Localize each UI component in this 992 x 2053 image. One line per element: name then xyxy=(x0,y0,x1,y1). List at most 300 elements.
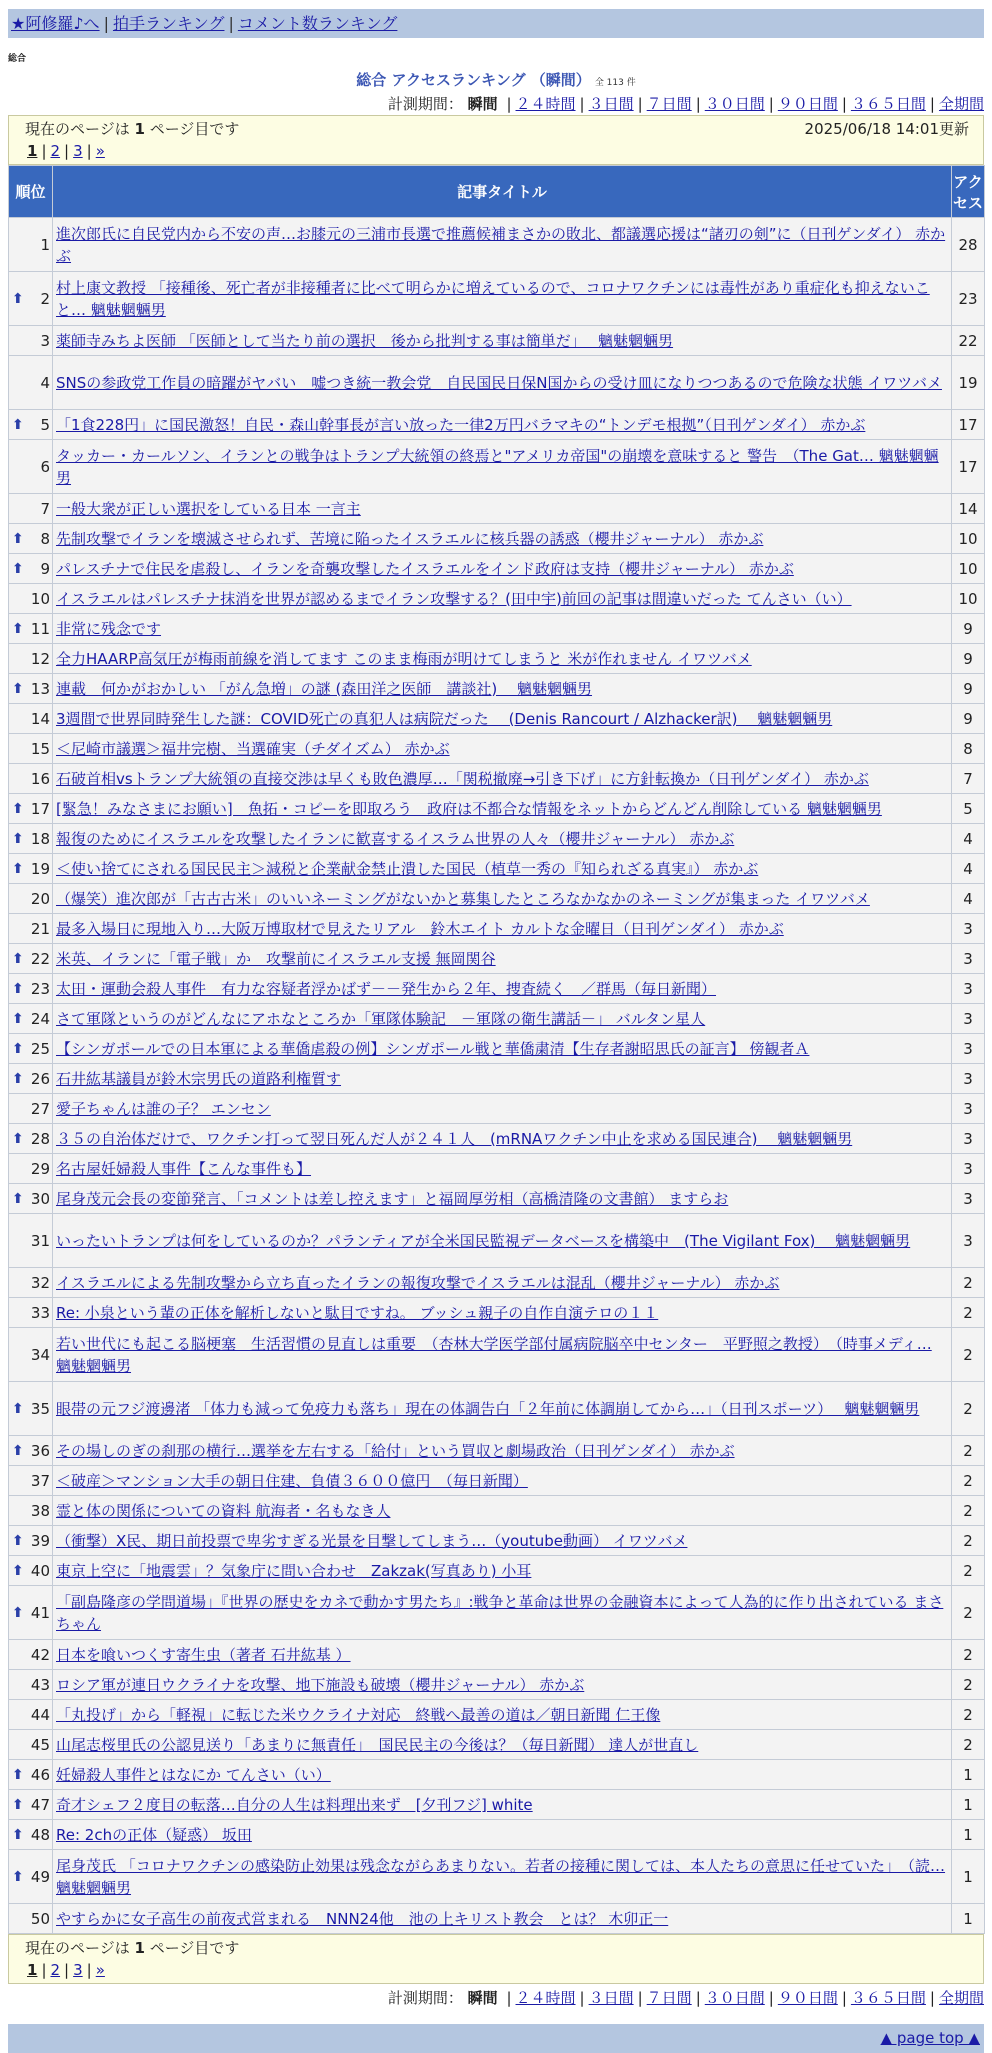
rank-number: 47 xyxy=(30,1795,50,1814)
total-count: 全 113 件 xyxy=(594,78,636,88)
rank-up-arrow-icon: ⬆ xyxy=(12,1010,24,1027)
title-cell xyxy=(53,1904,952,1934)
rank-cell xyxy=(9,356,53,410)
access-count: 2 xyxy=(952,1382,985,1436)
access-count: 9 xyxy=(952,704,985,734)
article-title-link[interactable]: イスラエルはパレスチナ抹消を世界が認めるまでイラン攻撃する？(田中宇)前回の記事は間違いだった てんさい（い） xyxy=(56,589,852,608)
article-title-link[interactable]: 【シンガポールでの日本軍による華僑虐殺の例】シンガポール戦と華僑粛清【生存者謝昭思氏の証言】 傍観者Ａ xyxy=(56,1039,810,1058)
article-title-link[interactable]: 奇才シェフ２度目の転落…自分の人生は料理出来ず [夕刊フジ] white xyxy=(56,1795,533,1814)
table-row xyxy=(9,554,985,584)
rank-number: 45 xyxy=(30,1735,50,1754)
rank-number: 34 xyxy=(30,1345,50,1364)
article-title-link[interactable]: やすらかに女子高生の前夜式営まれる NNN24他 池の上キリスト教会 とは？ 木卯正一 xyxy=(56,1909,669,1928)
access-count: 2 xyxy=(952,1268,985,1298)
access-count: 2 xyxy=(952,1496,985,1526)
table-row xyxy=(9,1328,985,1382)
access-count: 3 xyxy=(952,974,985,1004)
rank-number: 2 xyxy=(40,289,50,308)
rank-cell xyxy=(9,1004,53,1034)
title-cell xyxy=(53,1268,952,1298)
rank-up-arrow-icon: ⬆ xyxy=(12,980,24,997)
access-count: 3 xyxy=(952,1154,985,1184)
access-count: 3 xyxy=(952,1214,985,1268)
rank-number: 44 xyxy=(30,1705,50,1724)
table-row xyxy=(9,644,985,674)
page-current: 1 xyxy=(27,1961,38,1979)
access-count: 3 xyxy=(952,1124,985,1154)
rank-number: 20 xyxy=(30,889,50,908)
title-cell xyxy=(53,974,952,1004)
article-title-link[interactable]: 最多入場日に現地入り…大阪万博取材で見えたリアル 鈴木エイト カルトな金曜日（日刊ゲンダイ） 赤かぶ xyxy=(56,919,784,938)
separator: | xyxy=(86,1961,92,1979)
rank-number: 19 xyxy=(30,859,50,878)
table-row xyxy=(9,1268,985,1298)
period-current: 瞬間 xyxy=(467,95,498,113)
rank-number: 23 xyxy=(30,979,50,998)
access-count: 3 xyxy=(952,1034,985,1064)
access-count: 4 xyxy=(952,884,985,914)
article-title-link[interactable]: 薬師寺みちよ医師 「医師として当たり前の選択 後から批判する事は簡単だ」 魑魅魍魎男 xyxy=(56,331,674,350)
access-count: 8 xyxy=(952,734,985,764)
rank-up-arrow-icon: ⬆ xyxy=(12,1070,24,1087)
table-row xyxy=(9,1820,985,1850)
access-count: 1 xyxy=(952,1904,985,1934)
separator: | xyxy=(103,14,109,33)
rank-cell xyxy=(9,554,53,584)
article-title-link[interactable]: イスラエルによる先制攻撃から立ち直ったイランの報復攻撃でイスラエルは混乱（櫻井ジャーナル） 赤かぶ xyxy=(56,1273,780,1292)
rank-number: 41 xyxy=(30,1603,50,1622)
article-title-link[interactable]: ＜使い捨てにされる国民民主＞減税と企業献金禁止潰した国民（植草一秀の『知られざる真実』） 赤かぶ xyxy=(56,859,759,878)
title-cell xyxy=(53,1004,952,1034)
page-next-link[interactable]: » xyxy=(95,1961,105,1979)
article-title-link[interactable]: （衝撃）X民、期日前投票で卑劣すぎる光景を目撃してしまう…（youtube動画） イワツバメ xyxy=(56,1531,688,1550)
access-count: 2 xyxy=(952,1640,985,1670)
separator: | xyxy=(506,1989,512,2007)
access-count: 3 xyxy=(952,1064,985,1094)
rank-up-arrow-icon: ⬆ xyxy=(12,680,24,697)
period-label: 計測期間： xyxy=(387,95,463,113)
access-count: 10 xyxy=(952,554,985,584)
period-link[interactable]: ３６５日間 xyxy=(850,1989,926,2007)
article-title-link[interactable]: Re: 小泉という輩の正体を解析しないと駄目ですね。 ブッシュ親子の自作自演テロの１１ xyxy=(56,1303,659,1322)
table-row xyxy=(9,1184,985,1214)
rank-number: 24 xyxy=(30,1009,50,1028)
access-count: 4 xyxy=(952,854,985,884)
table-row xyxy=(9,218,985,272)
rank-cell xyxy=(9,1382,53,1436)
table-row xyxy=(9,614,985,644)
rank-number: 17 xyxy=(30,799,50,818)
rank-number: 8 xyxy=(40,529,50,548)
table-row xyxy=(9,1466,985,1496)
title-cell xyxy=(53,272,952,326)
access-count: 3 xyxy=(952,1184,985,1214)
current-page-text: 現在のページは 1 ページ目です xyxy=(25,120,240,138)
table-row xyxy=(9,1496,985,1526)
article-title-link[interactable]: ３５の自治体だけで、ワクチン打って翌日死んだ人が２４１人 (mRNAワクチン中止を求める国民連合) 魑魅魍魎男 xyxy=(56,1129,853,1148)
separator: | xyxy=(41,1961,47,1979)
article-title-link[interactable]: [緊急！みなさまにお願い] 魚拓・コピーを即取ろう 政府は不都合な情報をネットからどんどん削除している 魑魅魍魎男 xyxy=(56,799,882,818)
table-row xyxy=(9,794,985,824)
rank-up-arrow-icon: ⬆ xyxy=(12,1766,24,1783)
rank-cell xyxy=(9,824,53,854)
rank-cell xyxy=(9,704,53,734)
title-cell xyxy=(53,1496,952,1526)
access-count: 28 xyxy=(952,218,985,272)
rank-up-arrow-icon: ⬆ xyxy=(12,290,24,307)
article-title-link[interactable]: 日本を喰いつくす寄生虫（著者 石井紘基 ） xyxy=(56,1645,351,1664)
rank-cell xyxy=(9,1154,53,1184)
rank-cell xyxy=(9,218,53,272)
rank-number: 9 xyxy=(40,559,50,578)
period-link[interactable]: ３日間 xyxy=(588,1989,634,2007)
title-cell xyxy=(53,824,952,854)
article-title-link[interactable]: さて軍隊というのがどんなにアホなところか「軍隊体験記 －軍隊の衛生講話－」 バルタン星人 xyxy=(56,1009,706,1028)
rank-cell xyxy=(9,1730,53,1760)
page-title xyxy=(8,69,984,90)
rank-cell xyxy=(9,764,53,794)
table-row xyxy=(9,1640,985,1670)
rank-cell xyxy=(9,1850,53,1904)
access-count: 3 xyxy=(952,914,985,944)
title-cell xyxy=(53,524,952,554)
title-cell xyxy=(53,1556,952,1586)
table-row xyxy=(9,1904,985,1934)
access-count: 2 xyxy=(952,1328,985,1382)
table-row xyxy=(9,1094,985,1124)
column-header-rank: 順位 xyxy=(9,166,53,218)
period-link[interactable]: ２４時間 xyxy=(515,1989,576,2007)
separator: | xyxy=(929,95,935,113)
rank-number: 3 xyxy=(40,331,50,350)
rank-cell xyxy=(9,1496,53,1526)
rank-cell xyxy=(9,440,53,494)
pager-bottom xyxy=(8,1934,984,1984)
rank-number: 14 xyxy=(30,709,50,728)
rank-number: 22 xyxy=(30,949,50,968)
period-link[interactable]: 全期間 xyxy=(938,1989,984,2007)
page-link[interactable]: 3 xyxy=(73,142,83,160)
title-cell xyxy=(53,1184,952,1214)
rank-up-arrow-icon: ⬆ xyxy=(12,1868,24,1885)
rank-number: 37 xyxy=(30,1471,50,1490)
rank-cell xyxy=(9,410,53,440)
period-selector-bottom xyxy=(8,1987,984,2009)
access-count: 3 xyxy=(952,1094,985,1124)
table-row xyxy=(9,1382,985,1436)
title-cell xyxy=(53,554,952,584)
ranking-table xyxy=(8,165,985,1934)
period-link[interactable]: ９０日間 xyxy=(777,95,838,113)
access-count: 14 xyxy=(952,494,985,524)
rank-number: 38 xyxy=(30,1501,50,1520)
separator: | xyxy=(841,95,847,113)
access-count: 22 xyxy=(952,326,985,356)
table-row xyxy=(9,272,985,326)
rank-number: 31 xyxy=(30,1231,50,1250)
title-cell xyxy=(53,1154,952,1184)
rank-cell xyxy=(9,644,53,674)
rank-number: 30 xyxy=(30,1189,50,1208)
title-cell xyxy=(53,1850,952,1904)
table-row xyxy=(9,584,985,614)
access-count: 1 xyxy=(952,1760,985,1790)
access-count: 2 xyxy=(952,1436,985,1466)
rank-number: 49 xyxy=(30,1867,50,1886)
separator: | xyxy=(768,1989,774,2007)
rank-cell xyxy=(9,584,53,614)
article-title-link[interactable]: パレスチナで住民を虐殺し、イランを奇襲攻撃したイスラエルをインド政府は支持（櫻井ジャーナル） 赤かぶ xyxy=(56,559,794,578)
title-cell xyxy=(53,614,952,644)
article-title-link[interactable]: 山尾志桜里氏の公認見送り「あまりに無責任」 国民民主の今後は？（毎日新聞） 達人が世直し xyxy=(56,1735,699,1754)
period-link[interactable]: ７日間 xyxy=(646,1989,692,2007)
access-count: 9 xyxy=(952,674,985,704)
rank-number: 6 xyxy=(40,457,50,476)
rank-cell xyxy=(9,1184,53,1214)
rank-cell xyxy=(9,272,53,326)
article-title-link[interactable]: ＜尼崎市議選＞福井完樹、当選確実（チダイズム） 赤かぶ xyxy=(56,739,450,758)
page-top-link[interactable]: ▲ page top ▲ xyxy=(880,2029,980,2047)
access-count: 2 xyxy=(952,1298,985,1328)
rank-number: 13 xyxy=(30,679,50,698)
rank-cell xyxy=(9,326,53,356)
article-title-link[interactable]: 名古屋妊婦殺人事件【こんな事件も】 xyxy=(56,1159,312,1178)
article-title-link[interactable]: 連載 何かがおかしい 「がん急増」の謎 (森田洋之医師 講談社) 魑魅魍魎男 xyxy=(56,679,593,698)
rank-number: 29 xyxy=(30,1159,50,1178)
rank-cell xyxy=(9,1760,53,1790)
page-title-text: 総合 アクセスランキング （瞬間） xyxy=(356,71,591,89)
title-cell xyxy=(53,1064,952,1094)
article-title-link[interactable]: ロシア軍が連日ウクライナを攻撃、地下施設も破壊（櫻井ジャーナル） 赤かぶ xyxy=(56,1675,585,1694)
title-cell xyxy=(53,914,952,944)
access-count: 9 xyxy=(952,614,985,644)
period-selector-top xyxy=(8,93,984,115)
article-title-link[interactable]: 尾身茂氏 「コロナワクチンの感染防止効果は残念ながらあまりない。若者の接種に関しては、本人たちの意思に任せていた」 （読… 魑魅魍魎男 xyxy=(56,1856,946,1897)
page-link[interactable]: 3 xyxy=(73,1961,83,1979)
rank-cell xyxy=(9,914,53,944)
table-row xyxy=(9,764,985,794)
access-count: 5 xyxy=(952,794,985,824)
rank-number: 50 xyxy=(30,1909,50,1928)
rank-cell xyxy=(9,884,53,914)
title-cell xyxy=(53,644,952,674)
rank-cell xyxy=(9,1586,53,1640)
rank-cell xyxy=(9,1670,53,1700)
rank-number: 25 xyxy=(30,1039,50,1058)
separator: | xyxy=(637,95,643,113)
table-row xyxy=(9,326,985,356)
table-row xyxy=(9,1124,985,1154)
article-title-link[interactable]: 尾身茂元会長の変節発言、「コメントは差し控えます」と福岡厚労相（高橋清隆の文書館） ますらお xyxy=(56,1189,729,1208)
title-cell xyxy=(53,1214,952,1268)
rank-number: 39 xyxy=(30,1531,50,1550)
title-cell xyxy=(53,1382,952,1436)
period-link[interactable]: ３０日間 xyxy=(704,1989,765,2007)
rank-number: 16 xyxy=(30,769,50,788)
table-row xyxy=(9,1154,985,1184)
rank-number: 40 xyxy=(30,1561,50,1580)
top-link-clap-ranking[interactable]: 拍手ランキング xyxy=(112,14,225,33)
separator: | xyxy=(637,1989,643,2007)
access-count: 17 xyxy=(952,410,985,440)
rank-cell xyxy=(9,524,53,554)
period-link[interactable]: ３６５日間 xyxy=(850,95,926,113)
rank-cell xyxy=(9,1700,53,1730)
table-row xyxy=(9,674,985,704)
article-title-link[interactable]: 妊婦殺人事件とはなにか てんさい（い） xyxy=(56,1765,331,1784)
article-title-link[interactable]: 3週間で世界同時発生した謎：COVID死亡の真犯人は病院だった (Denis Rancourt / Alzhacker訳) 魑魅魍魎男 xyxy=(56,709,833,728)
rank-up-arrow-icon: ⬆ xyxy=(12,560,24,577)
rank-number: 11 xyxy=(30,619,50,638)
separator: | xyxy=(929,1989,935,2007)
rank-cell xyxy=(9,854,53,884)
article-title-link[interactable]: 若い世代にも起こる脳梗塞 生活習慣の見直しは重要 （杏林大学医学部付属病院脳卒中センター 平野照之教授） （時事メディ… 魑魅魍魎男 xyxy=(56,1334,932,1375)
article-title-link[interactable]: その場しのぎの刹那の横行…選挙を左右する「給付」という買収と劇場政治（日刊ゲンダイ） 赤かぶ xyxy=(56,1441,735,1460)
rank-cell xyxy=(9,1214,53,1268)
article-title-link[interactable]: 石井紘基議員が鈴木宗男氏の道路利権質す xyxy=(56,1069,342,1088)
period-link[interactable]: ３０日間 xyxy=(704,95,765,113)
rank-number: 18 xyxy=(30,829,50,848)
access-count: 7 xyxy=(952,764,985,794)
article-title-link[interactable]: 「副島隆彦の学問道場」『世界の歴史をカネで動かす男たち』:戦争と革命は世界の金融資本によって人為的に作り出されている まさちゃん xyxy=(56,1592,944,1633)
article-title-link[interactable]: 報復のためにイスラエルを攻撃したイランに歓喜するイスラム世界の人々（櫻井ジャーナル） 赤かぶ xyxy=(56,829,735,848)
top-link-comment-ranking[interactable]: コメント数ランキング xyxy=(237,14,398,33)
article-title-link[interactable]: （爆笑）進次郎が「古古古米」のいいネーミングがないかと募集したところなかなかのネーミングが集まった イワツバメ xyxy=(56,889,870,908)
rank-number: 32 xyxy=(30,1273,50,1292)
article-title-link[interactable]: 先制攻撃でイランを壊滅させられず、苦境に陥ったイスラエルに核兵器の誘惑（櫻井ジャーナル） 赤かぶ xyxy=(56,529,764,548)
rank-cell xyxy=(9,1328,53,1382)
access-count: 1 xyxy=(952,1820,985,1850)
article-title-link[interactable]: 愛子ちゃんは誰の子？ エンセン xyxy=(56,1099,271,1118)
period-link[interactable]: ３日間 xyxy=(588,95,634,113)
title-cell xyxy=(53,1094,952,1124)
title-cell xyxy=(53,1034,952,1064)
rank-number: 35 xyxy=(30,1399,50,1418)
separator: | xyxy=(579,1989,585,2007)
access-count: 4 xyxy=(952,824,985,854)
title-cell xyxy=(53,1586,952,1640)
rank-number: 10 xyxy=(30,589,50,608)
title-cell xyxy=(53,764,952,794)
table-header-row xyxy=(9,166,985,218)
table-row xyxy=(9,884,985,914)
table-row xyxy=(9,944,985,974)
table-row xyxy=(9,734,985,764)
period-link[interactable]: ９０日間 xyxy=(777,1989,838,2007)
article-title-link[interactable]: 進次郎氏に自民党内から不安の声…お膝元の三浦市長選で推薦候補まさかの敗北、都議選応援は“諸刃の剣”に（日刊ゲンダイ） 赤かぶ xyxy=(56,224,946,265)
article-title-link[interactable]: 村上康文教授 「接種後、死亡者が非接種者に比べて明らかに増えているので、コロナワクチンには毒性があり重症化も抑えないこと… 魑魅魍魎男 xyxy=(56,278,930,319)
article-title-link[interactable]: SNSの参政党工作員の暗躍がヤバい 嘘つき統一教会党 自民国民日保N国からの受け皿になりつつあるので危険な状態 イワツバメ xyxy=(56,373,942,392)
bottom-bar xyxy=(8,2024,984,2053)
article-title-link[interactable]: 「丸投げ」から「軽視」に転じた米ウクライナ対応 終戦へ最善の道は／朝日新聞 仁王像 xyxy=(56,1705,661,1724)
article-title-link[interactable]: 東京上空に「地震雲」？気象庁に問い合わせ Zakzak(写真あり) 小耳 xyxy=(56,1561,532,1580)
separator: | xyxy=(506,95,512,113)
title-cell xyxy=(53,1700,952,1730)
access-count: 10 xyxy=(952,524,985,554)
rank-up-arrow-icon: ⬆ xyxy=(12,416,24,433)
access-count: 3 xyxy=(952,1004,985,1034)
rank-up-arrow-icon: ⬆ xyxy=(12,1442,24,1459)
period-link[interactable]: ７日間 xyxy=(646,95,692,113)
table-row xyxy=(9,494,985,524)
table-row xyxy=(9,1214,985,1268)
table-row xyxy=(9,1670,985,1700)
rank-cell xyxy=(9,1466,53,1496)
current-page-text: 現在のページは 1 ページ目です xyxy=(25,1939,240,1957)
rank-number: 1 xyxy=(40,235,50,254)
rank-number: 28 xyxy=(30,1129,50,1148)
table-row xyxy=(9,974,985,1004)
rank-cell xyxy=(9,1556,53,1586)
separator: | xyxy=(579,95,585,113)
article-title-link[interactable]: ＜破産＞マンション大手の朝日住建、負債３６００億円 （毎日新聞） xyxy=(56,1471,528,1490)
rank-up-arrow-icon: ⬆ xyxy=(12,1190,24,1207)
rank-cell xyxy=(9,1640,53,1670)
column-header-title: 記事タイトル xyxy=(53,166,952,218)
article-title-link[interactable]: 「1食228円」に国民激怒！自民・森山幹事長が言い放った一律2万円バラマキの“トンデモ根拠”（日刊ゲンダイ） 赤かぶ xyxy=(56,415,866,434)
page-link[interactable]: 2 xyxy=(50,142,61,160)
article-title-link[interactable]: 眼帯の元フジ渡邊渚 「体力も減って免疫力も落ち」現在の体調告白「２年前に体調崩してから…」（日刊スポーツ） 魑魅魍魎男 xyxy=(56,1399,920,1418)
page-link[interactable]: 2 xyxy=(50,1961,61,1979)
title-cell xyxy=(53,1670,952,1700)
title-cell xyxy=(53,1730,952,1760)
article-title-link[interactable]: 米英、イランに「電子戦」か 攻撃前にイスラエル支援 無岡関谷 xyxy=(56,949,496,968)
rank-number: 5 xyxy=(40,415,50,434)
period-link[interactable]: 全期間 xyxy=(938,95,984,113)
article-title-link[interactable]: 霊と体の関係についての資料 航海者・名もなき人 xyxy=(56,1501,391,1520)
top-nav-bar xyxy=(8,9,984,38)
title-cell xyxy=(53,410,952,440)
rank-cell xyxy=(9,1034,53,1064)
period-link[interactable]: ２４時間 xyxy=(515,95,576,113)
access-count: 2 xyxy=(952,1466,985,1496)
page-next-link[interactable]: » xyxy=(95,142,105,160)
rank-number: 12 xyxy=(30,649,50,668)
title-cell xyxy=(53,1790,952,1820)
access-count: 10 xyxy=(952,584,985,614)
article-title-link[interactable]: いったいトランプは何をしているのか？パランティアが全米国民監視データベースを構築中 (The Vigilant Fox) 魑魅魍魎男 xyxy=(56,1231,911,1250)
table-row xyxy=(9,1700,985,1730)
article-title-link[interactable]: Re: 2chの正体（疑惑） 坂田 xyxy=(56,1825,252,1844)
access-count: 1 xyxy=(952,1790,985,1820)
rank-cell xyxy=(9,674,53,704)
access-count: 2 xyxy=(952,1670,985,1700)
title-cell xyxy=(53,884,952,914)
table-row xyxy=(9,1760,985,1790)
article-title-link[interactable]: 一般大衆が正しい選択をしている日本 一言主 xyxy=(56,499,361,518)
top-link-asyura[interactable]: ★阿修羅♪へ xyxy=(11,14,100,33)
table-row xyxy=(9,1850,985,1904)
rank-cell xyxy=(9,944,53,974)
article-title-link[interactable]: 石破首相vsトランプ大統領の直接交渉は早くも敗色濃厚…「関税撤廃→引き下げ」に方針転換か（日刊ゲンダイ） 赤かぶ xyxy=(56,769,869,788)
article-title-link[interactable]: 太田・運動会殺人事件 有力な容疑者浮かばず－－発生から２年、捜査続く ／群馬（毎日新聞） xyxy=(56,979,717,998)
article-title-link[interactable]: 全力HAARP高気圧が梅雨前線を消してます このまま梅雨が明けてしまうと 米が作れません イワツバメ xyxy=(56,649,752,668)
article-title-link[interactable]: 非常に残念です xyxy=(56,619,162,638)
table-row xyxy=(9,1436,985,1466)
rank-cell xyxy=(9,614,53,644)
rank-up-arrow-icon: ⬆ xyxy=(12,800,24,817)
access-count: 2 xyxy=(952,1586,985,1640)
table-row xyxy=(9,1064,985,1094)
category-label: 総合 xyxy=(8,54,27,64)
article-title-link[interactable]: タッカー・カールソン、イランとの戦争はトランプ大統領の終焉と"アメリカ帝国"の崩壊を意味すると 警告 （The Gat… 魑魅魍魎男 xyxy=(56,446,939,487)
separator: | xyxy=(64,1961,70,1979)
access-count: 2 xyxy=(952,1700,985,1730)
rank-up-arrow-icon: ⬆ xyxy=(12,1562,24,1579)
rank-cell xyxy=(9,734,53,764)
rank-cell xyxy=(9,1094,53,1124)
table-row xyxy=(9,440,985,494)
